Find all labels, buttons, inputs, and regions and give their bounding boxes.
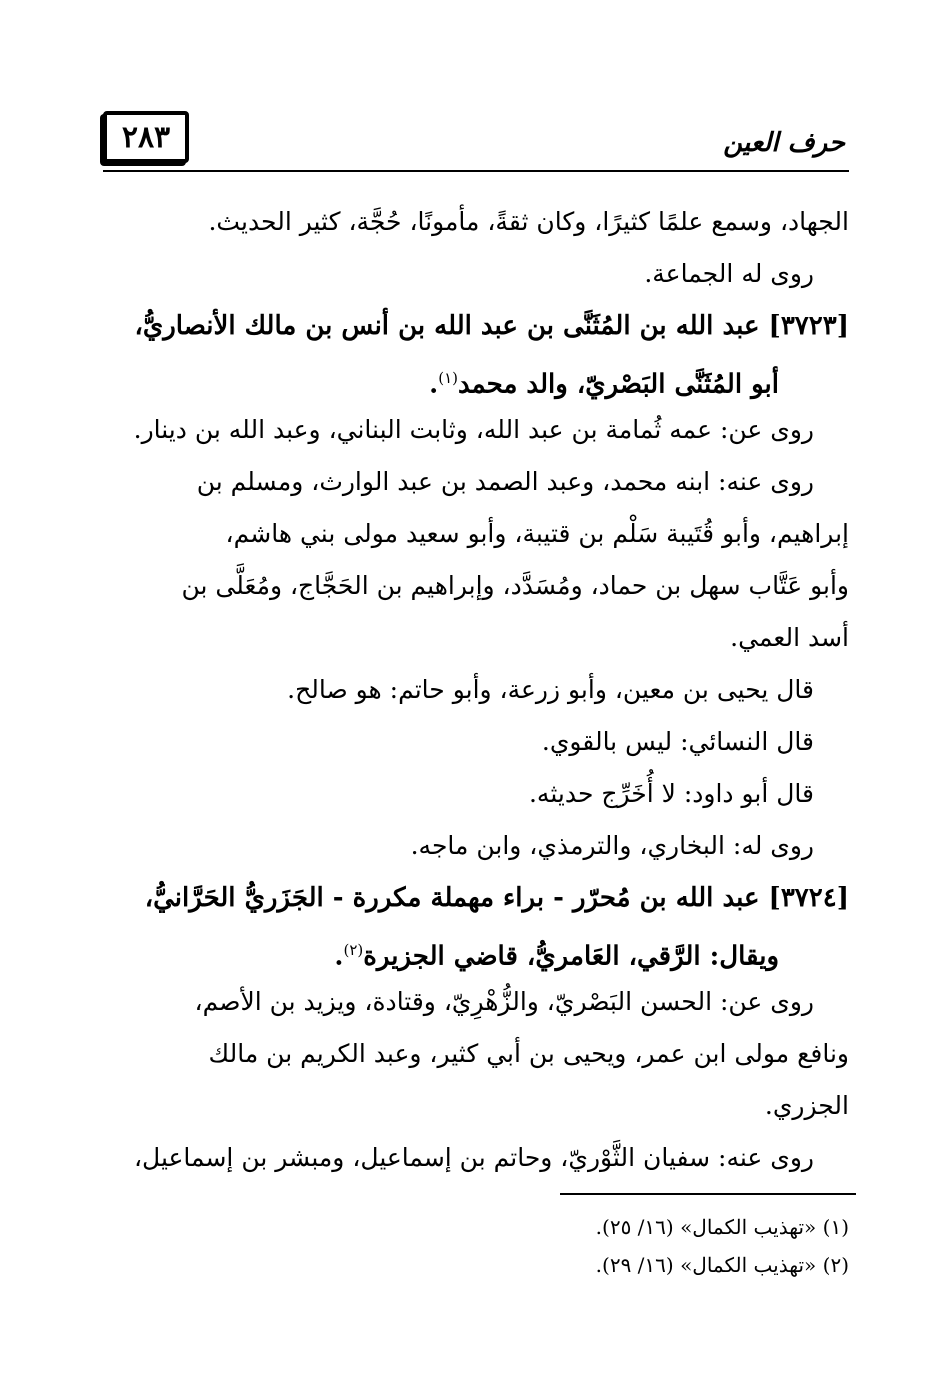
running-head: حرف العين — [723, 128, 845, 158]
footnote: (٢) «تهذيب الكمال» (١٦/ ٢٩). — [595, 1253, 849, 1277]
entry-heading: [٣٧٢٣] عبد الله بن المُثَنَّى بن عبد الله بن أنس بن مالك الأنصاريُّ، — [134, 311, 849, 341]
footnote: (١) «تهذيب الكمال» (١٦/ ٢٥). — [595, 1215, 849, 1239]
text-line: وأبو عَتَّاب سهل بن حماد، ومُسَدَّد، وإبراهيم بن الحَجَّاج، ومُعَلَّى بن — [181, 571, 849, 600]
main-text — [106, 196, 849, 1184]
text-line: قال يحيى بن معين، وأبو زرعة، وأبو حاتم: هو صالح. — [287, 675, 814, 704]
text-line: أسد العمي. — [730, 623, 849, 652]
entry-heading-text: أبو المُثَنَّى البَصْريّ، والد محمد — [457, 369, 779, 400]
text-line: إبراهيم، وأبو قُتَيبة سَلْم بن قتيبة، وأبو سعيد مولى بني هاشم، — [225, 519, 849, 548]
text-line: قال أبو داود: لا أُخَرِّج حديثه. — [528, 779, 814, 808]
text-line: الجهاد، وسمع علمًا كثيرًا، وكان ثقةً، مأمونًا، حُجَّة، كثير الحديث. — [208, 207, 849, 236]
text-line: روى عن: عمه ثُمامة بن عبد الله، وثابت البناني، وعبد الله بن دينار. — [133, 415, 814, 444]
footnotes — [596, 1208, 849, 1284]
footnote-rule — [560, 1193, 856, 1195]
entry-heading-end: . — [334, 941, 344, 972]
entry-heading-cont — [106, 924, 849, 976]
header-rule — [103, 170, 849, 172]
entry-heading: [٣٧٢٤] عبد الله بن مُحرّر - براء مهملة مكررة - الجَزَريُّ الحَرَّانيُّ، — [144, 883, 849, 913]
entry-heading-end: . — [429, 369, 439, 400]
entry-heading-text: ويقال: الرَّقي، العَامريُّ، قاضي الجزيرة — [363, 941, 779, 972]
text-line: قال النسائي: ليس بالقوي. — [541, 727, 814, 756]
text-line: روى عنه: سفيان الثَّوْريّ، وحاتم بن إسماعيل، ومبشر بن إسماعيل، — [133, 1143, 814, 1172]
footnote-ref: (٢) — [343, 941, 364, 959]
footnote-ref: (١) — [438, 369, 458, 387]
text-line: روى له الجماعة. — [644, 259, 814, 288]
text-line: روى عن: الحسن البَصْريّ، والزُّهْرِيّ، وقتادة، ويزيد بن الأصم، — [194, 987, 814, 1016]
text-line: روى عنه: ابنه محمد، وعبد الصمد بن عبد الوارث، ومسلم بن — [196, 467, 814, 496]
text-line: ونافع مولى ابن عمر، ويحيى بن أبي كثير، وعبد الكريم بن مالك — [208, 1039, 849, 1068]
page-number: ٢٨٣ — [103, 111, 189, 163]
text-line: الجزري. — [764, 1091, 849, 1120]
text-line: روى له: البخاري، والترمذي، وابن ماجه. — [410, 831, 814, 860]
entry-heading-cont — [106, 352, 849, 404]
